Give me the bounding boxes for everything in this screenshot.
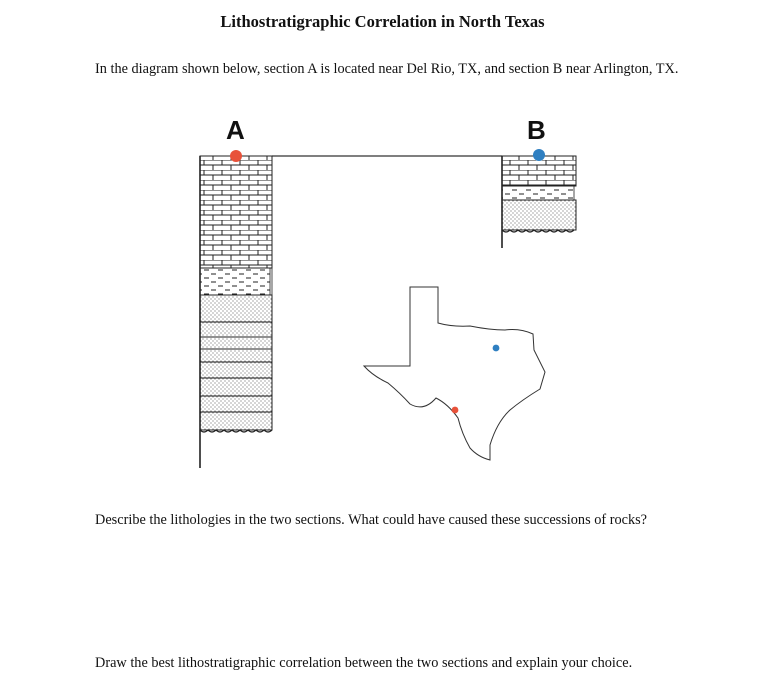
section-b-marker (533, 149, 545, 161)
section-b-column (502, 156, 576, 248)
intro-paragraph: In the diagram shown below, section A is located near Del Rio, TX, and section B near Arlington, TX. (95, 61, 679, 77)
section-a-label: A (226, 115, 245, 145)
map-dot-del-rio (452, 407, 459, 414)
map-dot-arlington (493, 345, 500, 352)
page-title: Lithostratigraphic Correlation in North Texas (220, 12, 545, 31)
section-a-marker (230, 150, 242, 162)
section-a-column (200, 156, 272, 468)
section-b-label: B (527, 115, 546, 145)
question-1: Describe the lithologies in the two sections. What could have caused these successions of rocks? (95, 512, 648, 528)
texas-map (364, 287, 545, 460)
question-2: Draw the best lithostratigraphic correlation between the two sections and explain your choice. (95, 655, 633, 671)
